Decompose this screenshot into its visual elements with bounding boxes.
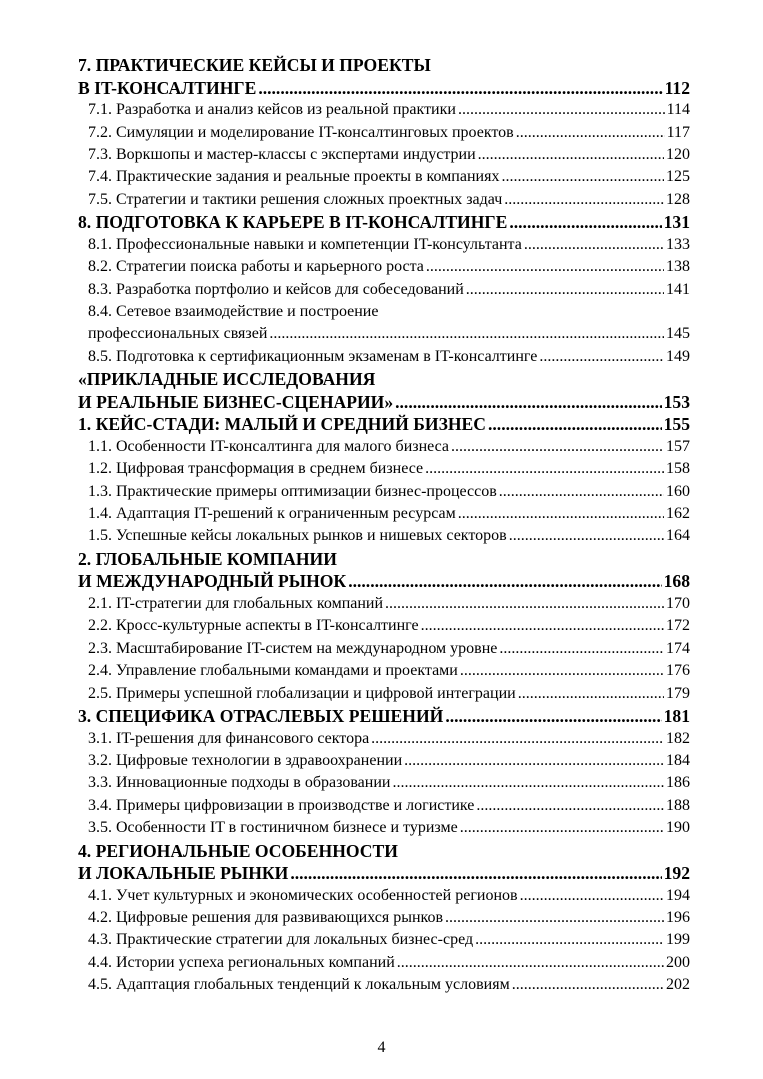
- toc-entry-page-number: 168: [663, 571, 690, 592]
- toc-entry-page-number: 160: [666, 482, 690, 500]
- toc-entry-page-number: 196: [666, 909, 690, 927]
- toc-entry-title: 8.5. Подготовка к сертификационным экзаменам в IT-консалтинге: [88, 347, 538, 365]
- toc-entry-title: 7.2. Симуляции и моделирование IT-консалтинговых проектов: [88, 123, 514, 141]
- toc-entry-title: 2.2. Кросс-культурные аспекты в IT-консалтинге: [88, 617, 419, 635]
- toc-subsection-entry: [78, 929, 690, 951]
- toc-entry-page-number: 186: [666, 774, 690, 792]
- toc-section-heading: [78, 840, 690, 863]
- dot-leader: [501, 166, 664, 188]
- dot-leader: [290, 862, 661, 885]
- toc-entry-title: 3.3. Инновационные подходы в образовании: [88, 774, 391, 792]
- toc-entry-page-number: 141: [666, 280, 690, 298]
- dot-leader: [451, 436, 664, 458]
- toc-entry-page-number: 117: [666, 123, 690, 141]
- toc-entry-title: 2. ГЛОБАЛЬНЫЕ КОМПАНИИ: [78, 548, 337, 569]
- table-of-contents: [78, 54, 690, 997]
- toc-entry-title: 2.4. Управление глобальными командами и проектами: [88, 662, 458, 680]
- toc-subsection-entry: [78, 166, 690, 188]
- dot-leader: [466, 279, 664, 301]
- toc-entry-title: 1.2. Цифровая трансформация в среднем бизнесе: [88, 460, 424, 478]
- toc-subsection-entry: [78, 660, 690, 682]
- toc-section-heading: [78, 413, 690, 436]
- toc-subsection-entry: [78, 593, 690, 615]
- toc-subsection-entry: [78, 525, 690, 547]
- toc-subsection-entry: [78, 503, 690, 525]
- page-number: 4: [377, 1039, 386, 1056]
- toc-entry-title: 1.4. Адаптация IT-решений к ограниченным ресурсам: [88, 505, 456, 523]
- dot-leader: [475, 929, 664, 951]
- toc-entry-title: 7.5. Стратегии и тактики решения сложных проектных задач: [88, 190, 503, 208]
- toc-entry-page-number: 162: [666, 505, 690, 523]
- dot-leader: [478, 144, 664, 166]
- dot-leader: [458, 503, 664, 525]
- toc-subsection-entry: [78, 234, 690, 256]
- toc-entry-title: 8.3. Разработка портфолио и кейсов для собеседований: [88, 280, 464, 298]
- toc-section-heading: [78, 211, 690, 234]
- toc-entry-title: В IT-КОНСАЛТИНГЕ: [78, 77, 257, 98]
- dot-leader: [509, 211, 661, 234]
- dot-leader: [539, 346, 664, 368]
- toc-entry-title: 4. РЕГИОНАЛЬНЫЕ ОСОБЕННОСТИ: [78, 840, 398, 861]
- dot-leader: [371, 728, 664, 750]
- toc-section-heading: [78, 570, 690, 593]
- toc-entry-title: 2.5. Примеры успешной глобализации и цифровой интеграции: [88, 684, 516, 702]
- toc-entry-title: 4.3. Практические стратегии для локальных бизнес-сред: [88, 931, 474, 949]
- toc-subsection-entry: [78, 795, 690, 817]
- dot-leader: [460, 660, 664, 682]
- toc-entry-title: 7. ПРАКТИЧЕСКИЕ КЕЙСЫ И ПРОЕКТЫ: [78, 55, 431, 75]
- dot-leader: [426, 256, 664, 278]
- toc-entry-page-number: 202: [666, 976, 690, 994]
- dot-leader: [445, 705, 661, 728]
- toc-section-heading: [78, 548, 690, 571]
- toc-entry-title: 8.4. Сетевое взаимодействие и построение: [88, 302, 379, 320]
- toc-entry-title: 3.2. Цифровые технологии в здравоохранении: [88, 751, 403, 769]
- toc-entry-page-number: 184: [666, 751, 690, 769]
- toc-entry-title: 8.2. Стратегии поиска работы и карьерного роста: [88, 258, 424, 276]
- dot-leader: [499, 481, 664, 503]
- dot-leader: [499, 638, 664, 660]
- toc-entry-page-number: 114: [666, 101, 690, 119]
- toc-subsection-entry: [78, 189, 690, 211]
- toc-subsection-entry: [78, 683, 690, 705]
- toc-subsection-entry: [78, 144, 690, 166]
- dot-leader: [258, 77, 662, 100]
- toc-entry-title: 3.5. Особенности IT в гостиничном бизнесе и туризме: [88, 819, 458, 837]
- toc-subsection-entry: [78, 279, 690, 301]
- toc-subsection-entry: [78, 817, 690, 839]
- toc-subsection-entry: [78, 728, 690, 750]
- dot-leader: [458, 99, 665, 121]
- toc-entry-title: 2.1. IT-стратегии для глобальных компаний: [88, 595, 384, 612]
- toc-entry-page-number: 190: [666, 819, 690, 837]
- toc-entry-title: 3.4. Примеры цифровизации в производстве и логистике: [88, 796, 475, 814]
- toc-entry-page-number: 182: [666, 729, 690, 747]
- toc-subsection-entry: [78, 436, 690, 458]
- dot-leader: [404, 750, 664, 772]
- toc-entry-page-number: 170: [666, 595, 690, 612]
- dot-leader: [524, 234, 664, 256]
- toc-entry-page-number: 133: [666, 235, 690, 253]
- dot-leader: [397, 952, 664, 974]
- toc-entry-page-number: 179: [666, 684, 690, 702]
- toc-subsection-entry: [78, 974, 690, 996]
- dot-leader: [269, 323, 664, 345]
- dot-leader: [512, 974, 664, 996]
- toc-entry-title: И ЛОКАЛЬНЫЕ РЫНКИ: [78, 863, 289, 884]
- dot-leader: [348, 570, 661, 593]
- toc-entry-title: И МЕЖДУНАРОДНЫЙ РЫНОК: [78, 571, 347, 592]
- toc-entry-page-number: 145: [666, 325, 690, 343]
- toc-entry-page-number: 194: [666, 886, 690, 904]
- toc-section-heading: [78, 54, 690, 77]
- toc-subsection-entry: [78, 481, 690, 503]
- toc-entry-page-number: 157: [666, 437, 690, 455]
- toc-entry-page-number: 172: [666, 617, 690, 635]
- toc-subsection-entry: [78, 907, 690, 929]
- toc-subsection-entry: [78, 952, 690, 974]
- toc-entry-title: И РЕАЛЬНЫЕ БИЗНЕС-СЦЕНАРИИ»: [78, 391, 394, 412]
- dot-leader: [395, 391, 661, 414]
- toc-entry-title: 4.5. Адаптация глобальных тенденций к локальным условиям: [88, 976, 510, 994]
- dot-leader: [445, 907, 664, 929]
- dot-leader: [421, 615, 664, 637]
- toc-subsection-entry: [78, 458, 690, 480]
- dot-leader: [460, 817, 664, 839]
- toc-entry-page-number: 120: [666, 145, 690, 163]
- toc-entry-page-number: 153: [663, 391, 690, 412]
- toc-entry-page-number: 155: [663, 414, 690, 435]
- toc-entry-page-number: 200: [666, 953, 690, 971]
- toc-subsection-entry: [78, 346, 690, 368]
- toc-subsection-entry: [78, 638, 690, 660]
- toc-entry-page-number: 131: [663, 212, 690, 233]
- dot-leader: [520, 885, 664, 907]
- toc-entry-page-number: 174: [666, 639, 690, 657]
- toc-section-heading: [78, 391, 690, 414]
- toc-subsection-entry: [78, 323, 690, 345]
- toc-entry-title: 4.2. Цифровые решения для развивающихся рынков: [88, 909, 444, 927]
- toc-subsection-entry: [78, 750, 690, 772]
- toc-entry-title: 1. КЕЙС-СТАДИ: МАЛЫЙ И СРЕДНИЙ БИЗНЕС: [78, 414, 486, 435]
- toc-entry-title: 1.5. Успешные кейсы локальных рынков и нишевых секторов: [88, 527, 507, 545]
- toc-entry-title: 8.1. Профессиональные навыки и компетенции IT-консультанта: [88, 235, 522, 253]
- toc-entry-page-number: 138: [666, 258, 690, 276]
- toc-entry-page-number: 199: [666, 931, 690, 949]
- toc-subsection-entry: [78, 615, 690, 637]
- toc-entry-page-number: 125: [666, 168, 690, 186]
- toc-entry-title: 3.1. IT-решения для финансового сектора: [88, 729, 370, 747]
- toc-entry-title: 3. СПЕЦИФИКА ОТРАСЛЕВЫХ РЕШЕНИЙ: [78, 705, 444, 726]
- toc-entry-page-number: 164: [666, 527, 690, 545]
- toc-entry-page-number: 128: [666, 190, 690, 208]
- toc-entry-title: 7.4. Практические задания и реальные проекты в компаниях: [88, 168, 500, 186]
- toc-entry-title: 4.4. Истории успеха региональных компаний: [88, 953, 395, 971]
- toc-entry-title: 4.1. Учет культурных и экономических особенностей регионов: [88, 886, 518, 904]
- toc-entry-title: профессиональных связей: [88, 325, 268, 343]
- dot-leader: [476, 795, 664, 817]
- dot-leader: [518, 683, 664, 705]
- toc-entry-title: 1.1. Особенности IT-консалтинга для малого бизнеса: [88, 437, 450, 455]
- toc-entry-page-number: 158: [666, 460, 690, 478]
- dot-leader: [425, 458, 664, 480]
- toc-entry-page-number: 188: [666, 796, 690, 814]
- toc-subsection-entry: [78, 99, 690, 121]
- toc-subsection-entry: [78, 301, 690, 323]
- toc-subsection-entry: [78, 256, 690, 278]
- toc-subsection-entry: [78, 122, 690, 144]
- dot-leader: [509, 525, 664, 547]
- toc-entry-title: 7.3. Воркшопы и мастер-классы с экспертами индустрии: [88, 145, 476, 163]
- toc-entry-title: 1.3. Практические примеры оптимизации бизнес-процессов: [88, 482, 497, 500]
- toc-section-heading: [78, 368, 690, 391]
- toc-subsection-entry: [78, 885, 690, 907]
- toc-entry-page-number: 112: [664, 77, 690, 98]
- toc-section-heading: [78, 862, 690, 885]
- dot-leader: [385, 593, 664, 615]
- toc-entry-page-number: 181: [663, 705, 690, 726]
- toc-entry-title: 2.3. Масштабирование IT-систем на международном уровне: [88, 639, 498, 657]
- toc-section-heading: [78, 705, 690, 728]
- toc-entry-page-number: 176: [666, 662, 690, 680]
- toc-entry-title: «ПРИКЛАДНЫЕ ИССЛЕДОВАНИЯ: [78, 369, 376, 390]
- toc-entry-page-number: 192: [663, 863, 690, 884]
- toc-entry-title: 7.1. Разработка и анализ кейсов из реальной практики: [88, 101, 456, 119]
- dot-leader: [488, 413, 662, 436]
- toc-section-heading: [78, 77, 690, 100]
- dot-leader: [516, 122, 665, 144]
- toc-entry-page-number: 149: [666, 347, 690, 365]
- toc-subsection-entry: [78, 772, 690, 794]
- toc-entry-title: 8. ПОДГОТОВКА К КАРЬЕРЕ В IT-КОНСАЛТИНГЕ: [78, 212, 508, 233]
- dot-leader: [504, 189, 664, 211]
- dot-leader: [392, 772, 664, 794]
